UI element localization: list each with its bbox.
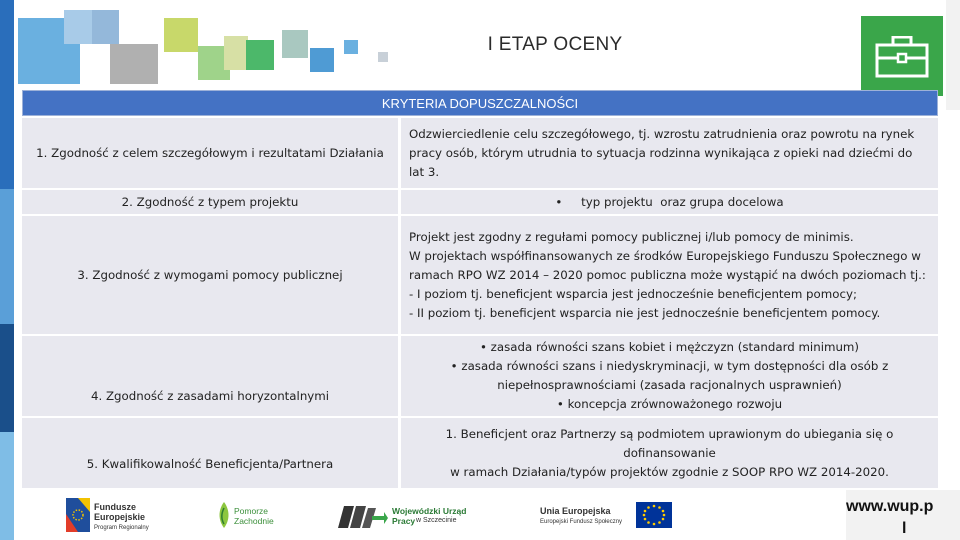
logo-wup: [336, 496, 486, 536]
description-line: - I poziom tj. beneficjent wsparcia jest jednocześnie beneficjentem pomocy;: [409, 286, 857, 301]
table-row: [22, 118, 938, 188]
fundusze-europejskie-icon: [66, 498, 90, 532]
description-cell: [401, 336, 938, 416]
logo-text: Program Regionalny: [94, 525, 149, 531]
deco-square: [310, 48, 334, 72]
briefcase-tile: [861, 16, 943, 96]
logo-fundusze-europejskie: [66, 496, 176, 536]
description-line: 1. Beneficjent oraz Partnerzy są podmiotem uprawionym do ubiegania się o dofinansowanie: [445, 426, 894, 460]
logo-text: Europejskie: [94, 512, 146, 522]
logo-unia-europejska: [540, 496, 680, 536]
description-text: • typ projektu oraz grupa docelowa: [555, 194, 784, 209]
right-gray-strip: [946, 0, 960, 110]
logo-text: Europejski Fundusz Społeczny: [540, 519, 623, 525]
description-line: Projekt jest zgodny z regułami pomocy publicznej i/lub pomocy de minimis.: [409, 229, 854, 244]
deco-square: [224, 36, 248, 70]
criterion-cell: 4. Zgodność z zasadami horyzontalnymi: [22, 336, 401, 416]
criterion-cell: 1. Zgodność z celem szczegółowym i rezultatami Działania: [22, 118, 401, 188]
description-cell: [401, 118, 938, 188]
logo-text: Unia Europejska: [540, 506, 611, 516]
logo-pomorze-zachodnie: [216, 496, 296, 536]
criteria-table: [22, 88, 938, 490]
logo-text: Zachodnie: [234, 516, 274, 526]
logo-text: Fundusze: [94, 502, 136, 512]
deco-square: [110, 44, 158, 84]
criterion-cell: 2. Zgodność z typem projektu: [22, 190, 401, 214]
description-line: W projektach współfinansowanych ze środków Europejskiego Funduszu Społecznego w ramach RPO WZ 2014 – 2020 pomoc publiczna może wystąpić na dwóch poziomach tj.:: [409, 248, 926, 282]
description-text: Odzwierciedlenie celu szczegółowego, tj. wzrostu zatrudnienia oraz powrotu na rynek pracy osób, którym utrudnia to sytuacja rodzinna wynikająca z opieki nad dziećmi do lat 3.: [409, 126, 915, 179]
footer-logos: [60, 496, 700, 536]
criterion-cell: 3. Zgodność z wymogami pomocy publicznej: [22, 216, 401, 334]
logo-text: Pomorze: [234, 506, 269, 516]
left-color-stripe: [0, 0, 14, 540]
table-row: [22, 190, 938, 214]
deco-square: [344, 40, 358, 54]
pomorze-zachodnie-icon: [216, 500, 232, 530]
website-link[interactable]: [846, 496, 958, 540]
table-row: [22, 336, 938, 416]
logo-text: w Szczecinie: [416, 517, 457, 524]
page-title: I ETAP OCENY: [487, 34, 623, 55]
description-line: • zasada równości szans i niedyskryminacji, w tym dostępności dla osób z niepełnosprawnościami (zasada racjonalnych usprawnień): [450, 359, 889, 392]
deco-square: [164, 18, 198, 52]
deco-square: [92, 10, 119, 44]
criterion-cell: 5. Kwalifikowalność Beneficjenta/Partnera: [22, 418, 401, 488]
table-row: [22, 216, 938, 334]
eu-flag-icon: [636, 502, 672, 528]
logo-text: Wojewódzki Urząd Pracy: [392, 506, 467, 526]
table-header: KRYTERIA DOPUSZCZALNOŚCI: [22, 90, 938, 116]
table-row: [22, 418, 938, 488]
briefcase-icon: [875, 36, 929, 78]
description-line: • zasada równości szans kobiet i mężczyzn (standard minimum): [479, 340, 860, 354]
website-url-line1: www.wup.p: [846, 498, 934, 515]
deco-square: [246, 40, 274, 70]
description-cell: [401, 216, 938, 334]
description-cell: [401, 190, 938, 214]
deco-square: [378, 52, 388, 62]
wup-icon: [336, 500, 388, 530]
description-cell: [401, 418, 938, 488]
description-line: w ramach Działania/typów projektów zgodnie z SOOP RPO WZ 2014-2020.: [450, 464, 889, 479]
website-url-line2: l: [902, 520, 907, 537]
deco-square: [282, 30, 308, 58]
description-line: - II poziom tj. beneficjent wsparcia nie jest jednocześnie beneficjentem pomocy.: [409, 305, 881, 320]
description-line: • koncepcja zrównoważonego rozwoju: [556, 397, 783, 411]
